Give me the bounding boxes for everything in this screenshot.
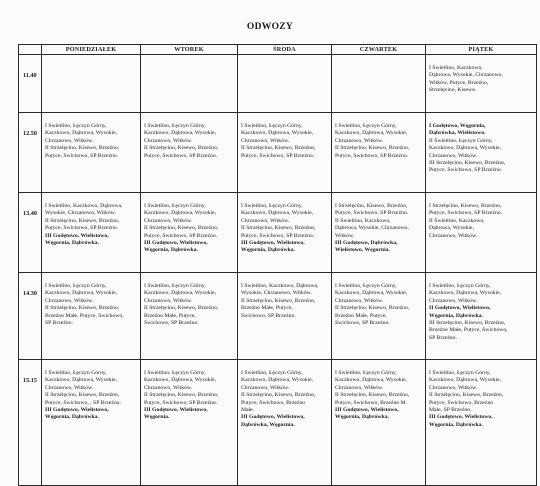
route-line: I Świetlino, Kaczkowo, xyxy=(429,65,483,71)
header-row xyxy=(19,45,537,55)
route-line: III Godętowo, Wielistowo, xyxy=(144,240,208,247)
route-line: Węgornia, Dąbrówka. xyxy=(45,240,99,247)
route-line: Kaczkowo, Dąbrowa, Wysokie, xyxy=(335,290,408,297)
route-line: II Strzelęcino, Kisewo, Brzeźno, xyxy=(241,297,316,304)
route-line: I Świetlino, Łęczyn Górny, xyxy=(144,123,206,129)
route-cell-thursday xyxy=(332,360,426,486)
route-line: Chrzanowo, Witków. xyxy=(241,384,290,391)
route-cell-wednesday xyxy=(238,273,332,360)
route-cell-monday xyxy=(42,113,141,193)
route-cell-wednesday xyxy=(238,55,332,113)
route-line: II Godętowo, Wielistowo, xyxy=(429,305,491,312)
route-line: Kaczkowo, Dąbrowa, Wysokie, xyxy=(335,130,408,137)
route-line: II Świetlino, Kaczkowo, xyxy=(429,217,485,224)
route-cell-monday xyxy=(42,55,141,113)
header-thursday: CZWARTEK xyxy=(332,45,426,55)
route-line: I Świetlino, Łęczyn Górny, xyxy=(429,370,491,376)
header-tuesday: WTOREK xyxy=(141,45,238,55)
route-line: Putyce, Świchowo, SP Brzeźno. xyxy=(429,210,503,217)
route-line: Małe, SP Brzeźno. xyxy=(429,407,472,414)
route-line: Putyce, Świchowo, SP Brzeźno. xyxy=(429,167,503,174)
route-line: Brzeźno Małe, Putyce, Świchowo, xyxy=(45,312,124,319)
header-friday: PIĄTEK xyxy=(426,45,537,55)
route-line: Węgornia, Dąbrówka. xyxy=(144,247,198,254)
route-line: III Godętowo, Wielistowo, xyxy=(429,414,493,421)
route-line: Węgornia, Dąbrówka. xyxy=(241,247,295,254)
route-line: Wielistowo, Węgornia. xyxy=(335,247,390,254)
route-cell-tuesday xyxy=(141,55,238,113)
document-title: ODWOZY xyxy=(246,22,294,32)
route-line: Brzeźno Małe, Putyce, Świchowo, xyxy=(429,327,508,334)
route-cell-friday xyxy=(426,113,537,193)
route-line: Węgornia, Dąbrówka. xyxy=(45,414,99,421)
route-line: II Strzelęcino, Kisewo, Brzeźno, xyxy=(241,392,316,399)
header-wednesday: ŚRODA xyxy=(238,45,332,55)
schedule-table xyxy=(18,44,537,486)
route-line: Chrzanowo, Witków. xyxy=(429,384,478,391)
route-line: Chrzanowo, Witków. xyxy=(335,384,384,391)
route-line: Kaczkowo, Dąbrowa, Wysokie, xyxy=(144,210,217,217)
route-line: Świchowo, SP Brzeźno. xyxy=(241,312,296,319)
route-line: I Strzelęcino, Kisewo, Brzeźno, xyxy=(429,203,502,209)
route-line: I Świetlino, Łęczyn Górny, xyxy=(144,203,206,209)
route-line: Chrzanowo, Witków. xyxy=(144,384,193,391)
route-line: Kaczkowo, Dąbrowa, Wysokie, xyxy=(45,290,118,297)
route-line: Putyce, Świchowo, SP Brzeźno. xyxy=(241,232,315,239)
route-line: Putyce, Świchowo, SP Brzeźno. xyxy=(335,210,409,217)
route-line: Putyce, Świchowo, Brzeźno xyxy=(429,399,494,406)
table-row xyxy=(19,360,537,486)
route-line: III Godętowo, Wielistowo, xyxy=(45,232,109,239)
route-line: Kaczkowo, Dąbrowa, Wysokie, xyxy=(429,377,502,384)
route-line: Dąbrówka, Wielistowo. xyxy=(429,130,486,137)
route-line: Świchowo, SP Brzeźno. xyxy=(335,320,390,327)
route-line: II Strzelęcino, Kisewo, Brzeźno, xyxy=(335,305,410,312)
route-line: Węgornia, Dąbrówka. xyxy=(335,414,389,421)
time-cell: 13.40 xyxy=(19,193,42,273)
route-line: I Świetlino, Łęczyn Górny, xyxy=(144,283,206,289)
route-line: III Godętowo, Wielistowo, xyxy=(144,407,208,414)
route-cell-friday xyxy=(426,193,537,273)
route-line: Putyce, Świchowo, Brzeźno M. xyxy=(335,399,408,406)
table-row xyxy=(19,113,537,193)
route-line: Putyce, Świchowo, SP Brzeźno. xyxy=(144,399,218,406)
route-line: II Strzelęcino, Kisewo, Brzeźno, xyxy=(335,392,410,399)
route-cell-thursday xyxy=(332,273,426,360)
time-cell: 12.50 xyxy=(19,113,42,193)
route-line: I Świetlino, Łęczyn Górny, xyxy=(45,283,107,289)
route-line: III Strzelęcino, Kisewo, Brzeźno, xyxy=(429,160,506,167)
route-line: III Godętowo, Wielistowo, xyxy=(45,407,109,414)
route-line: I Świetlino, Łęczyn Górny, xyxy=(335,370,397,376)
route-line: Dąbrowa, Wysokie, Chrzanowo, xyxy=(429,72,503,79)
table-row xyxy=(19,193,537,273)
route-cell-monday xyxy=(42,273,141,360)
route-line: Wysokie, Chrzanowo, Witków. xyxy=(45,210,116,217)
route-cell-thursday xyxy=(332,113,426,193)
route-line: Chrzanowo, Witków. xyxy=(45,297,94,304)
route-line: II Strzelęcino, Kisewo, Brzeźno, xyxy=(335,145,410,152)
route-cell-wednesday xyxy=(238,113,332,193)
route-line: I Strzelęcino, Kisewo, Brzeźno, xyxy=(335,203,408,209)
route-line: SP Brzeźno. xyxy=(429,334,457,341)
route-cell-friday xyxy=(426,360,537,486)
route-line: I Świetlino, Kaczkowo, Dąbrowa, xyxy=(241,283,319,289)
route-line: I Świetlino, Łęczyn Górny, xyxy=(335,123,397,129)
route-line: Kaczkowo, Dąbrowa, Wysokie, xyxy=(241,210,314,217)
route-line: Kaczkowo, Dąbrowa, Wysokie, xyxy=(144,290,217,297)
route-line: II Strzelęcino, Kisewo, Brzeźno, xyxy=(45,392,120,399)
route-line: Kaczkowo, Dąbrowa, Wysokie, xyxy=(144,377,217,384)
route-line: I Świetlino, Łęczyn Górny, xyxy=(241,123,303,129)
route-line: I Świetlino, Łęczyn Górny, xyxy=(429,283,491,289)
route-cell-wednesday xyxy=(238,193,332,273)
route-line: Strzelęcino, Kisewo. xyxy=(429,87,477,94)
route-cell-friday xyxy=(426,273,537,360)
route-cell-wednesday xyxy=(238,360,332,486)
route-line: II Strzelęcino, Kisewo, Brzeźno, xyxy=(241,225,316,232)
route-line: I Świetlino, Łęczyn Górny, xyxy=(45,370,107,376)
route-line: II Strzelęcino, Kisewo, Brzeźno, xyxy=(144,145,219,152)
route-line: Chrzanowo, Witków. xyxy=(429,152,478,159)
route-line: III Godętowo, Dąbrówka, xyxy=(335,240,398,247)
route-line: Chrzanowo, Witków. xyxy=(144,137,193,144)
route-line: Brzeźno Małe, Putyce, xyxy=(241,305,293,312)
route-line: III Godętowo, Wielistowo, xyxy=(335,407,399,414)
route-line: Chrzanowo, Witków. xyxy=(241,137,290,144)
route-line: III Strzelęcino, Kisewo, Brzeźno, xyxy=(429,320,506,327)
route-line: Putyce, Świchowo, SP Brzeźno. xyxy=(241,152,315,159)
route-line: Brzeźno Małe, Putyce, xyxy=(144,312,196,319)
table-row xyxy=(19,55,537,113)
route-line: Chrzanowo, Witków. xyxy=(335,137,384,144)
route-line: Świchowo, SP Brzeźno. xyxy=(144,320,199,327)
route-line: II Strzelęcino, Kisewo, Brzeźno, xyxy=(45,145,120,152)
route-line: II Strzelęcino, Kisewo, Brzeźno, xyxy=(429,392,504,399)
route-line: Kaczkowo, Dąbrowa, Wysokie, xyxy=(429,290,502,297)
route-line: III Godętowo, Wielistowo, xyxy=(241,414,305,421)
header-monday: PONIEDZIAŁEK xyxy=(42,45,141,55)
route-line: Węgornia, Dąbrówka. xyxy=(429,312,483,319)
route-line: II Strzelęcino, Kisewo, Brzeźno, xyxy=(241,145,316,152)
route-line: I Godętowo, Węgornia, xyxy=(429,123,486,129)
route-line: I Świetlino, Łęczyn Górny, xyxy=(45,123,107,129)
route-line: II Świetlino, Kaczkowo, xyxy=(335,217,391,224)
route-line: I Świetlino, Łęczyn Górny, xyxy=(241,203,303,209)
route-line: Putyce, Świchowo, SP Brzeźno. xyxy=(335,152,409,159)
header-corner xyxy=(19,45,42,55)
route-line: Kaczkowo, Dąbrowa, Wysokie, xyxy=(45,377,118,384)
route-line: Dąbrówka, Węgornia. xyxy=(241,421,295,428)
table-row xyxy=(19,273,537,360)
route-line: Kaczkowo, Dąbrowa, Wysokie, xyxy=(241,377,314,384)
route-line: Kaczkowo, Dąbrowa, Wysokie, xyxy=(335,377,408,384)
route-line: I Świetlino, Łęczyn Górny, xyxy=(144,370,206,376)
route-cell-friday xyxy=(426,55,537,113)
route-line: I Świetlino, Łęczyn Górny, xyxy=(335,283,397,289)
route-cell-thursday xyxy=(332,55,426,113)
route-line: II Strzelęcino, Kisewo, Brzeźno, xyxy=(144,305,219,312)
route-line: I Świetlino, Łęczyn Górny, xyxy=(241,370,303,376)
route-cell-thursday xyxy=(332,193,426,273)
route-line: Wysokie, Chrzanowo, Witków. xyxy=(241,290,312,297)
route-line: Chrzanowo, Witków. xyxy=(45,384,94,391)
route-line: II Strzelęcino, Kisewo, Brzeźno, xyxy=(45,305,120,312)
route-line: Brzeźno Małe, Putyce, xyxy=(335,312,387,319)
route-cell-monday xyxy=(42,193,141,273)
route-line: SP Brzeźno. xyxy=(45,320,73,327)
route-line: Putyce, Świchowo, SP Brzeźno. xyxy=(144,152,218,159)
route-line: Chrzanowo, Witków. xyxy=(144,297,193,304)
route-line: Kaczkowo, Dąbrowa, Wysokie, xyxy=(241,130,314,137)
route-cell-tuesday xyxy=(141,113,238,193)
route-line: Małe. xyxy=(241,407,255,414)
time-cell: 15.15 xyxy=(19,360,42,486)
route-line: II Strzelęcino, Kisewo, Brzeźno, xyxy=(144,392,219,399)
route-line: Putyce, Świchowo, SP Brzeźno. xyxy=(144,232,218,239)
route-line: I Świetlino, Kaczkowo, Dąbrowa, xyxy=(45,203,123,209)
route-line: Chrzanowo, Witków. xyxy=(335,297,384,304)
time-cell: 14.30 xyxy=(19,273,42,360)
route-line: II Strzelęcino, Kisewo, Brzeźno, xyxy=(45,217,120,224)
route-line: III Godętowo, Wielistowo, xyxy=(241,240,305,247)
route-line: Putyce, Świchowo, , SP Brzeźno. xyxy=(45,399,121,406)
route-line: Kaczkowo, Dąbrowa, Wysokie, xyxy=(429,145,502,152)
route-line: Putyce, Świchowo, Brzeźno xyxy=(241,399,306,406)
route-line: Witków, Putyce, Brzeźno, xyxy=(429,79,489,86)
route-line: II Strzelęcino, Kisewo, Brzeźno, xyxy=(144,225,219,232)
route-line: Dąbrowa, Wysokie, xyxy=(429,225,474,232)
route-line: Kaczkowo, Dąbrowa, Wysokie, xyxy=(144,130,217,137)
route-line: Chrzanowo, Witków. xyxy=(45,137,94,144)
route-line: Węgornia. xyxy=(144,414,170,421)
route-cell-tuesday xyxy=(141,273,238,360)
route-line: II Świetlino, Łęczyn Górny, xyxy=(429,137,493,144)
time-cell: 11.40 xyxy=(19,55,42,113)
route-line: Chrzanowo, Witków. xyxy=(429,232,478,239)
route-line: Kaczkowo, Dąbrowa, Wysokie, xyxy=(45,130,118,137)
route-line: Chrzanowo, Witków. xyxy=(429,297,478,304)
route-line: Putyce, Świchowo, SP Brzeźno. xyxy=(45,152,119,159)
route-line: Chrzanowo, Witków. xyxy=(144,217,193,224)
route-line: Dąbrowa, Wysokie, Chrzanowo, xyxy=(335,225,409,232)
route-line: Putyce, Świchowo, SP Brzeźno. xyxy=(45,225,119,232)
route-cell-tuesday xyxy=(141,193,238,273)
route-line: Węgornia, Dąbrówka. xyxy=(429,421,483,428)
route-cell-monday xyxy=(42,360,141,486)
route-cell-tuesday xyxy=(141,360,238,486)
route-line: Chrzanowo, Witków. xyxy=(241,217,290,224)
route-line: Witków. xyxy=(335,232,355,239)
